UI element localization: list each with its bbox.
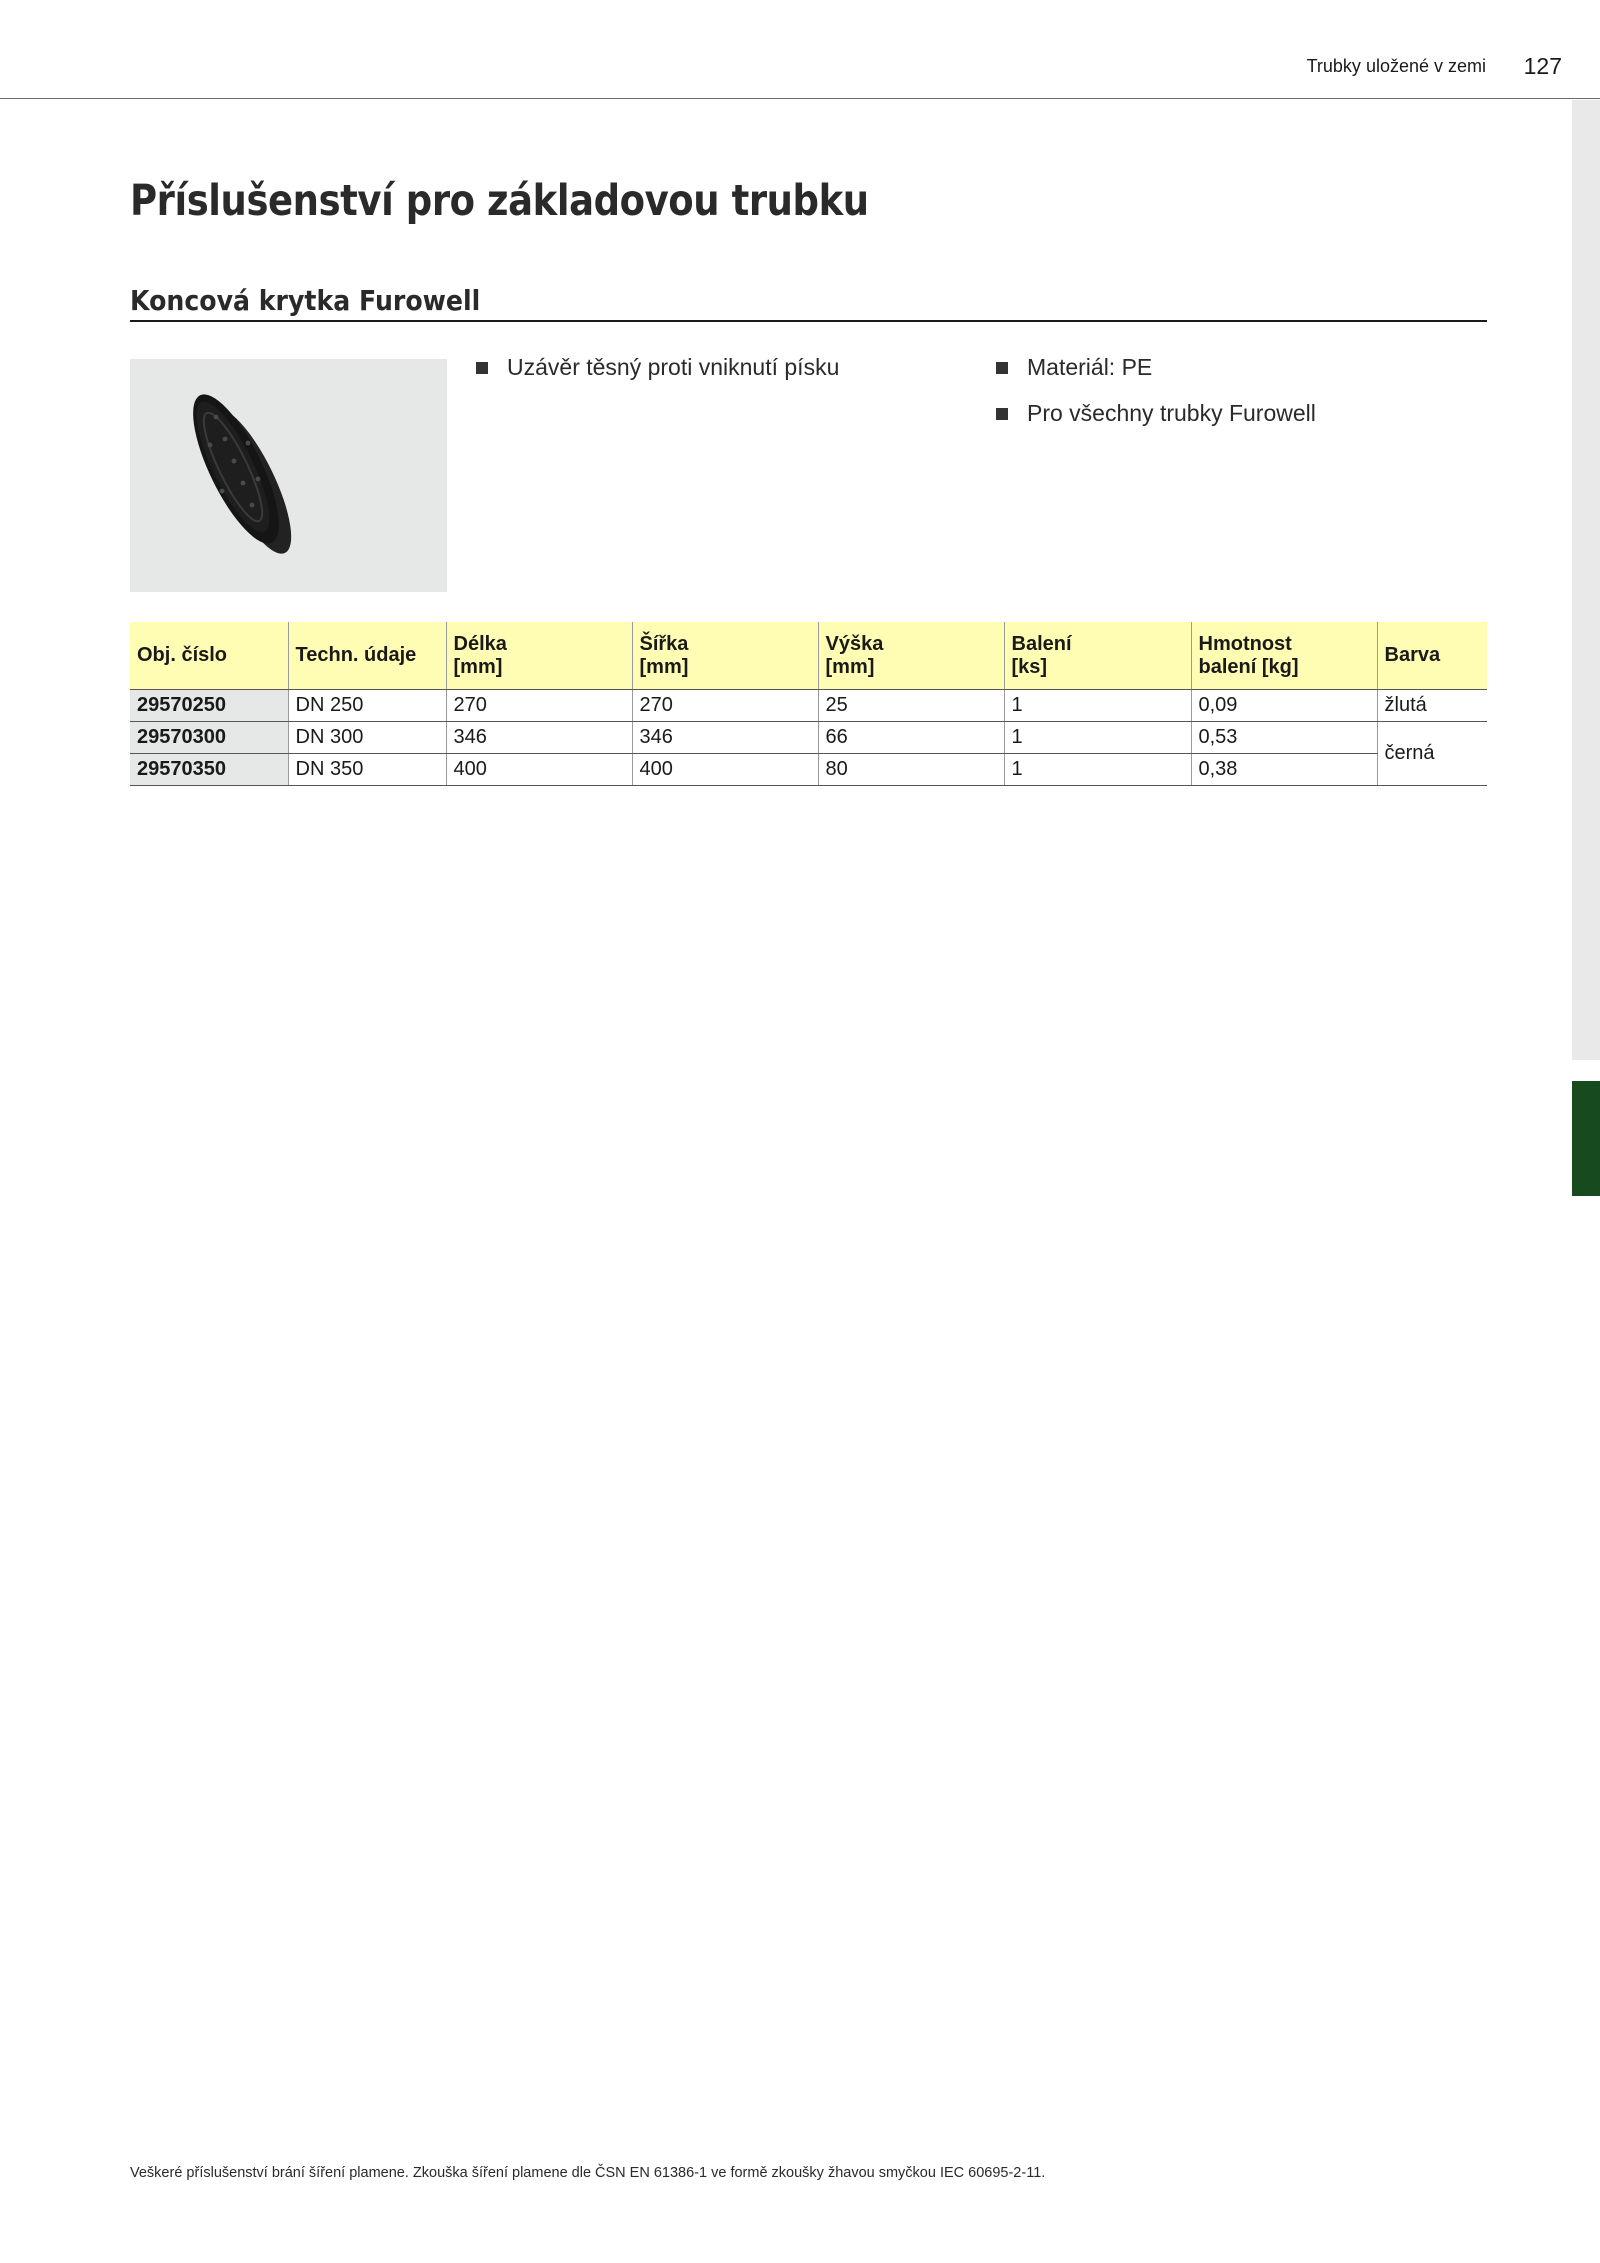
tech-spec: DN 300 (288, 722, 446, 754)
feature-text: Materiál: PE (1027, 354, 1153, 380)
width-cell: 270 (632, 690, 818, 722)
width-cell: 400 (632, 754, 818, 786)
column-header: Délka [mm] (446, 622, 632, 690)
column-header: Hmotnost balení [kg] (1191, 622, 1377, 690)
column-header: Barva (1377, 622, 1487, 690)
length-cell: 400 (446, 754, 632, 786)
page-number: 127 (1523, 53, 1562, 79)
end-cap-illustration (130, 359, 447, 592)
feature-text: Pro všechny trubky Furowell (1027, 400, 1316, 426)
order-number: 29570300 (130, 722, 288, 754)
feature-item (476, 352, 839, 398)
table-header-row (130, 622, 1487, 690)
chapter-tab (1572, 1081, 1600, 1196)
square-bullet-icon (996, 362, 1008, 374)
feature-item (996, 352, 1316, 398)
order-number: 29570250 (130, 690, 288, 722)
table-row (130, 754, 1487, 786)
square-bullet-icon (476, 362, 488, 374)
table-row (130, 722, 1487, 754)
color-cell: černá (1377, 722, 1487, 786)
width-cell: 346 (632, 722, 818, 754)
tech-spec: DN 250 (288, 690, 446, 722)
feature-text: Uzávěr těsný proti vniknutí písku (507, 354, 840, 380)
height-cell: 66 (818, 722, 1004, 754)
page-title: Příslušenství pro základovou trubku (130, 176, 869, 226)
feature-item (996, 398, 1316, 444)
package-cell: 1 (1004, 754, 1191, 786)
height-cell: 80 (818, 754, 1004, 786)
weight-cell: 0,09 (1191, 690, 1377, 722)
order-number: 29570350 (130, 754, 288, 786)
running-header: Trubky uložené v zemi (1306, 56, 1486, 76)
side-band (1572, 100, 1600, 1060)
footnote: Veškeré příslušenství brání šíření plamene. Zkouška šíření plamene dle ČSN EN 61386-1 ve formě zkoušky žhavou smyčkou IEC 60695-2-11. (130, 2165, 1046, 2181)
tech-spec: DN 350 (288, 754, 446, 786)
section-title: Koncová krytka Furowell (130, 284, 481, 317)
length-cell: 270 (446, 690, 632, 722)
column-header: Obj. číslo (130, 622, 288, 690)
specification-table (130, 622, 1487, 786)
color-cell: žlutá (1377, 690, 1487, 722)
column-header: Techn. údaje (288, 622, 446, 690)
column-header: Balení [ks] (1004, 622, 1191, 690)
end-cap-image (130, 359, 447, 592)
package-cell: 1 (1004, 690, 1191, 722)
weight-cell: 0,53 (1191, 722, 1377, 754)
length-cell: 346 (446, 722, 632, 754)
column-header: Výška [mm] (818, 622, 1004, 690)
height-cell: 25 (818, 690, 1004, 722)
section-divider (130, 320, 1487, 322)
square-bullet-icon (996, 408, 1008, 420)
feature-list-left (476, 352, 839, 398)
feature-list-right (996, 352, 1316, 444)
column-header: Šířka [mm] (632, 622, 818, 690)
weight-cell: 0,38 (1191, 754, 1377, 786)
package-cell: 1 (1004, 722, 1191, 754)
header-divider (0, 98, 1600, 99)
table-row (130, 690, 1487, 722)
